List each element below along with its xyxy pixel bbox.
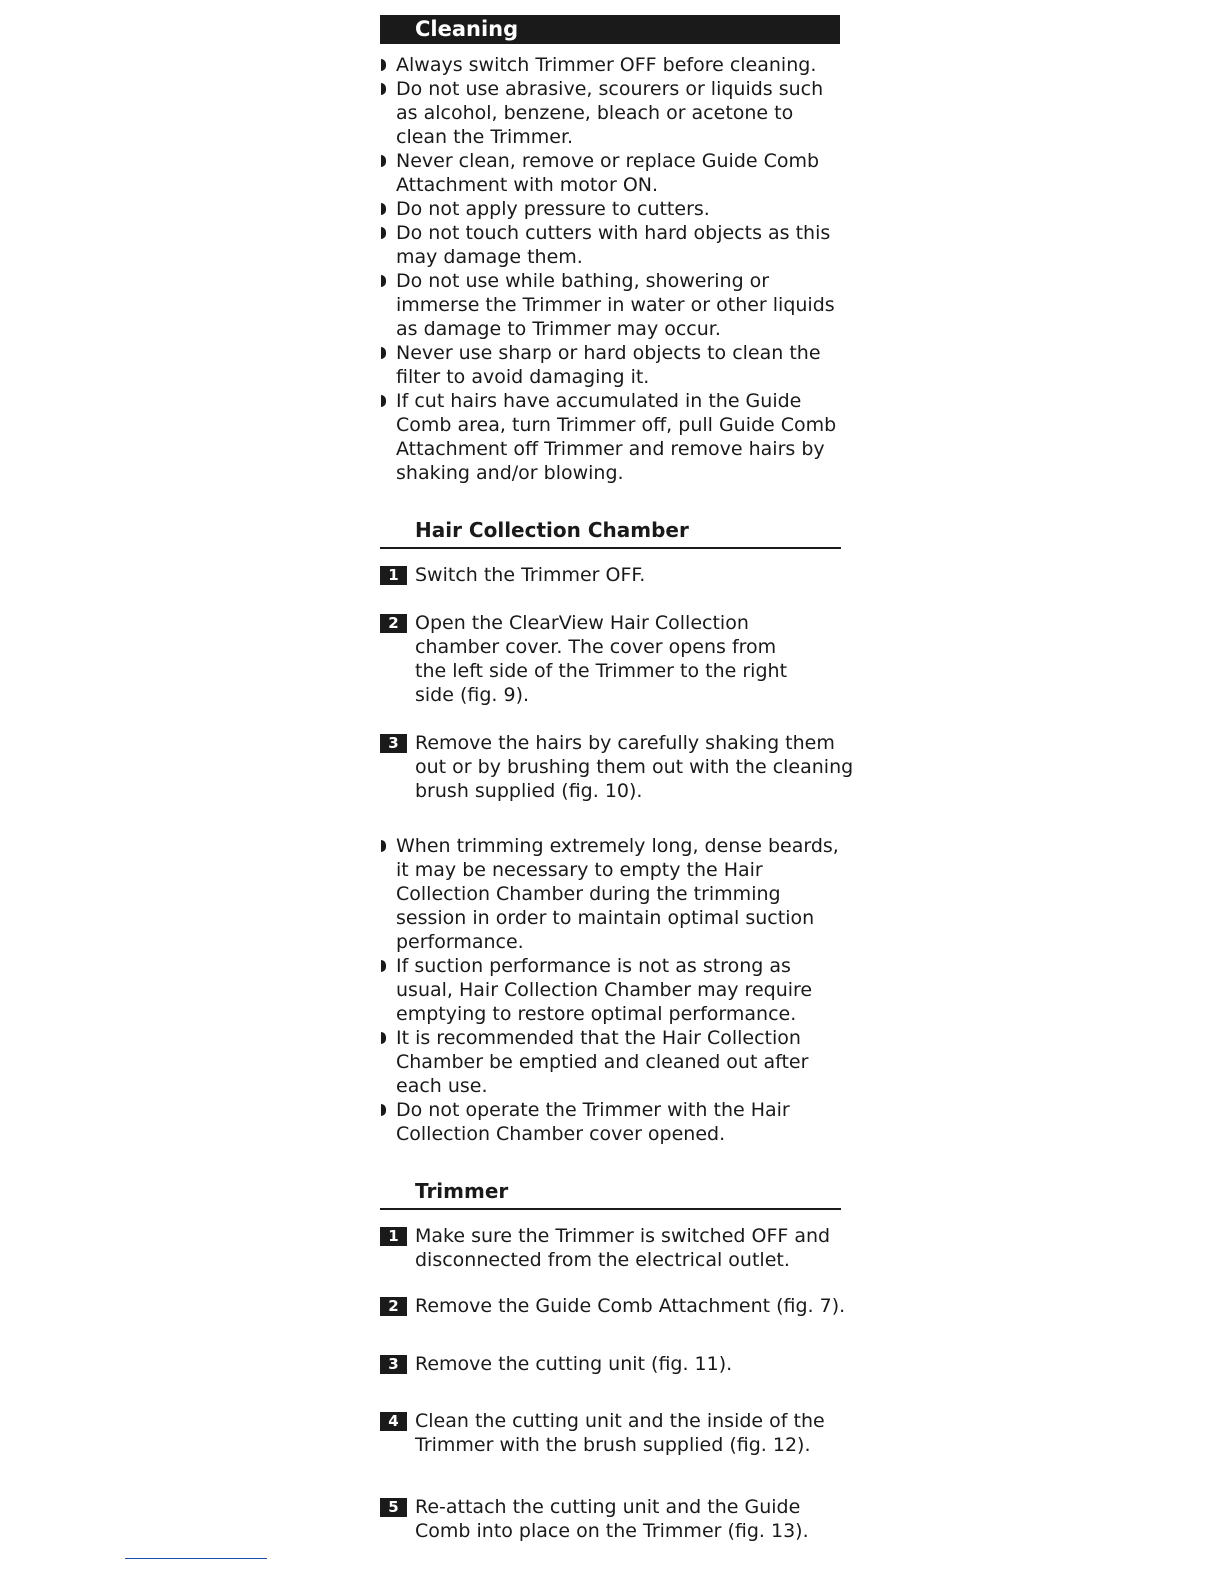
bullet-icon [381, 347, 386, 359]
hair-chamber-bullet-list [380, 834, 850, 1146]
cleaning-header-bar [380, 15, 840, 44]
step-text: Clean the cutting unit and the inside of the Trimmer with the brush supplied (fig. 12). [415, 1410, 825, 1456]
step-text: Open the ClearView Hair Collection chamber cover. The cover opens from the left side of the Trimmer to the right side (fig. 9). [415, 612, 788, 706]
bullet-icon [381, 1032, 386, 1044]
section-divider [380, 1208, 841, 1210]
list-item: If cut hairs have accumulated in the Guide Comb area, turn Trimmer off, pull Guide Comb Attachment off Trimmer and remove hairs by shaking and/or blowing. [380, 389, 850, 485]
cleaning-title: Cleaning [415, 17, 519, 41]
list-item: Do not apply pressure to cutters. [380, 197, 850, 221]
bullet-icon [381, 960, 386, 972]
step-text: Re-attach the cutting unit and the Guide Comb into place on the Trimmer (fig. 13). [415, 1496, 809, 1542]
step-text: Remove the hairs by carefully shaking them out or by brushing them out with the cleaning brush supplied (fig. 10). [415, 732, 854, 802]
step-number: 3 [380, 1355, 407, 1374]
cleaning-bullet-list [380, 53, 850, 485]
step-number: 1 [380, 566, 407, 585]
bullet-icon [381, 203, 386, 215]
list-item: It is recommended that the Hair Collection Chamber be emptied and cleaned out after each use. [380, 1026, 850, 1098]
list-item: Never clean, remove or replace Guide Comb Attachment with motor ON. [380, 149, 850, 197]
step-number: 2 [380, 614, 407, 633]
step-text: Remove the cutting unit (fig. 11). [415, 1353, 733, 1375]
list-item: Do not touch cutters with hard objects as this may damage them. [380, 221, 850, 269]
bullet-icon [381, 83, 386, 95]
hair-chamber-title: Hair Collection Chamber [415, 518, 689, 542]
step-number: 2 [380, 1297, 407, 1316]
bullet-icon [381, 155, 386, 167]
list-item: Do not use abrasive, scourers or liquids such as alcohol, benzene, bleach or acetone to clean the Trimmer. [380, 77, 850, 149]
step-number: 4 [380, 1412, 407, 1431]
trimmer-title: Trimmer [415, 1179, 509, 1203]
section-divider [380, 547, 841, 549]
list-item: Never use sharp or hard objects to clean the filter to avoid damaging it. [380, 341, 850, 389]
list-item: Do not use while bathing, showering or immerse the Trimmer in water or other liquids as damage to Trimmer may occur. [380, 269, 850, 341]
step-number: 1 [380, 1227, 407, 1246]
list-item: If suction performance is not as strong as usual, Hair Collection Chamber may require emptying to restore optimal performance. [380, 954, 850, 1026]
bullet-icon [381, 1104, 386, 1116]
step-text: Remove the Guide Comb Attachment (fig. 7). [415, 1295, 846, 1317]
list-item: Do not operate the Trimmer with the Hair Collection Chamber cover opened. [380, 1098, 850, 1146]
bullet-icon [381, 840, 386, 852]
list-item: Always switch Trimmer OFF before cleaning. [380, 53, 850, 77]
list-item: When trimming extremely long, dense beards, it may be necessary to empty the Hair Collection Chamber during the trimming session in order to maintain optimal suction performance. [380, 834, 850, 954]
bullet-icon [381, 59, 386, 71]
bullet-icon [381, 395, 386, 407]
bullet-icon [381, 227, 386, 239]
step-text: Switch the Trimmer OFF. [415, 564, 646, 586]
step-number: 5 [380, 1498, 407, 1517]
step-number: 3 [380, 734, 407, 753]
step-text: Make sure the Trimmer is switched OFF and disconnected from the electrical outlet. [415, 1225, 831, 1271]
footer-rule [125, 1558, 267, 1559]
bullet-icon [381, 275, 386, 287]
